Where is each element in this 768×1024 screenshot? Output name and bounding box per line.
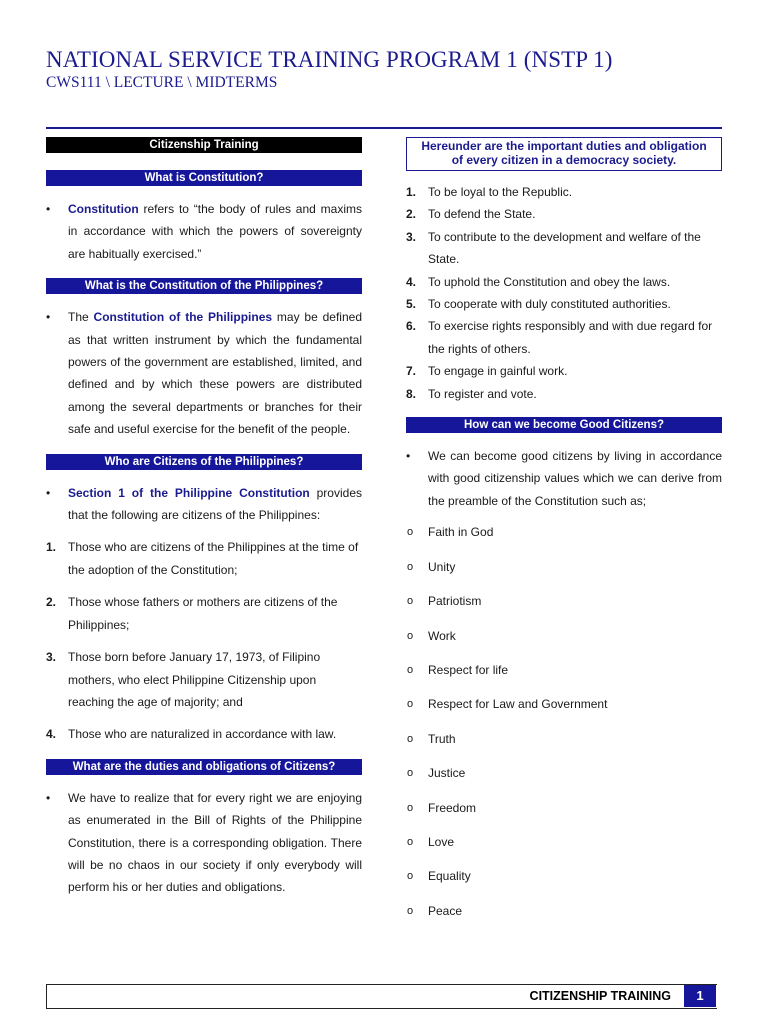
section-bar-good-citizens: How can we become Good Citizens? bbox=[406, 417, 722, 433]
list-item-text: Patriotism bbox=[428, 594, 482, 609]
circle-bullet-icon: o bbox=[407, 835, 414, 848]
section-bar-duties-obligations: What are the duties and obligations of Citizens? bbox=[46, 759, 362, 775]
list-item-number: 2. bbox=[46, 595, 57, 610]
list-item-text: To cooperate with duly constituted authorities. bbox=[428, 297, 671, 312]
list-item bbox=[406, 521, 722, 543]
list-item bbox=[406, 590, 722, 612]
list-item-text: To uphold the Constitution and obey the laws. bbox=[428, 274, 671, 289]
circle-bullet-icon: o bbox=[407, 663, 414, 676]
list-item-text: Justice bbox=[428, 766, 466, 781]
list-item-text: Faith in God bbox=[428, 525, 494, 540]
list-item bbox=[406, 900, 722, 922]
list-item-text: Equality bbox=[428, 869, 471, 884]
good-citizens-paragraph: • We can become good citizens by living in accordance with good citizenship values which we can derive from the preamble of the Constitution such as; bbox=[406, 445, 722, 512]
list-item-text: To engage in gainful work. bbox=[428, 364, 568, 379]
left-column bbox=[46, 137, 362, 899]
list-item bbox=[406, 625, 722, 647]
duties-heading-box bbox=[406, 137, 722, 171]
list-item-text: Work bbox=[428, 628, 456, 643]
circle-bullet-icon: o bbox=[407, 870, 414, 883]
circle-bullet-icon: o bbox=[407, 801, 414, 814]
list-item bbox=[406, 556, 722, 578]
list-item-text: Love bbox=[428, 834, 455, 849]
list-item bbox=[406, 797, 722, 819]
circle-bullet-icon: o bbox=[407, 732, 414, 745]
section-bar-constitution-of-philippines: What is the Constitution of the Philippines? bbox=[46, 278, 362, 294]
section-1-text: provides that the following are citizens of the Philippines: bbox=[68, 485, 362, 523]
list-item bbox=[46, 723, 362, 745]
duties-heading-line-1: Hereunder are the important duties and obligation bbox=[421, 139, 707, 153]
circle-bullet-icon: o bbox=[407, 904, 414, 917]
section-bar-what-is-constitution: What is Constitution? bbox=[46, 170, 362, 186]
list-item bbox=[406, 203, 722, 225]
document-title: NATIONAL SERVICE TRAINING PROGRAM 1 (NSTP 1) bbox=[46, 47, 613, 72]
list-item-number: 1. bbox=[46, 540, 57, 555]
list-item bbox=[406, 693, 722, 715]
list-item-text: To be loyal to the Republic. bbox=[428, 185, 573, 199]
circle-bullet-icon: o bbox=[407, 698, 414, 711]
constitution-definition bbox=[46, 198, 362, 265]
list-item-text: Those who are citizens of the Philippines at the time of the adoption of the Constitution; bbox=[68, 540, 359, 577]
page-number: 1 bbox=[684, 985, 716, 1007]
list-item-number: 1. bbox=[406, 185, 417, 199]
list-item bbox=[406, 360, 722, 382]
list-item-text: Those born before January 17, 1973, of Filipino mothers, who elect Philippine Citizenship upon reaching the age of majority; and bbox=[68, 650, 321, 709]
constitution-term: Constitution bbox=[68, 202, 139, 216]
section-1-intro bbox=[46, 482, 362, 527]
list-item bbox=[406, 181, 722, 203]
list-item-text: Unity bbox=[428, 559, 456, 574]
list-item-text: To defend the State. bbox=[428, 207, 536, 222]
list-item-text: To exercise rights responsibly and with due regard for the rights of others. bbox=[428, 319, 713, 356]
circle-bullet-icon: o bbox=[407, 629, 414, 642]
list-item bbox=[406, 865, 722, 887]
list-item-text: Freedom bbox=[428, 800, 477, 815]
list-item-number: 7. bbox=[406, 364, 417, 379]
list-item bbox=[406, 293, 722, 315]
list-item bbox=[406, 728, 722, 750]
list-item bbox=[406, 762, 722, 784]
duties-heading-line-2: of every citizen in a democracy society. bbox=[451, 153, 677, 167]
header-divider bbox=[46, 127, 722, 129]
list-item-text: Those whose fathers or mothers are citizens of the Philippines; bbox=[68, 595, 338, 632]
list-item-text: Respect for Law and Government bbox=[428, 697, 608, 712]
duties-list bbox=[406, 181, 722, 405]
list-item-number: 4. bbox=[46, 727, 57, 742]
list-item bbox=[406, 226, 722, 271]
values-list bbox=[406, 521, 722, 922]
document-subtitle: CWS111 \ LECTURE \ MIDTERMS bbox=[46, 74, 278, 91]
circle-bullet-icon: o bbox=[407, 767, 414, 780]
list-item bbox=[46, 646, 362, 713]
list-item-number: 2. bbox=[406, 207, 417, 222]
circle-bullet-icon: o bbox=[407, 526, 414, 539]
list-item-text: Respect for life bbox=[428, 662, 509, 677]
constitution-text: refers to “the body of rules and maxims in accordance with which the powers of sovereignty are habitually exercised.” bbox=[68, 202, 362, 261]
phil-constitution-term: Constitution of the Philippines bbox=[93, 310, 273, 325]
section-1-term: Section 1 of the Philippine Constitution bbox=[68, 485, 310, 500]
list-item-text: Peace bbox=[428, 903, 463, 918]
list-item bbox=[406, 831, 722, 853]
list-item bbox=[46, 591, 362, 636]
phil-constitution-definition bbox=[46, 306, 362, 440]
list-item-number: 3. bbox=[406, 229, 417, 244]
duties-paragraph: • We have to realize that for every right we are enjoying as enumerated in the Bill of Rights of the Philippine Constitution, there is a corresponding obligation. There will be no chaos in our society if only everybody will perform his or her duties and obligations. bbox=[46, 787, 362, 899]
phil-constitution-pre: The bbox=[68, 310, 94, 325]
circle-bullet-icon: o bbox=[407, 560, 414, 573]
phil-constitution-text: may be defined as that written instrument by which the fundamental powers of the government are established, limited, and defined and by which these powers are distributed among the several departments or branches for their safe and useful exercise for the benefit of the people. bbox=[68, 310, 362, 437]
list-item-number: 4. bbox=[406, 274, 417, 289]
footer-label: CITIZENSHIP TRAINING bbox=[529, 989, 671, 1003]
list-item-number: 3. bbox=[46, 650, 57, 665]
circle-bullet-icon: o bbox=[407, 595, 414, 608]
section-bar-citizenship-training: Citizenship Training bbox=[46, 137, 362, 153]
list-item-text: Those who are naturalized in accordance with law. bbox=[68, 727, 337, 742]
list-item bbox=[406, 271, 722, 293]
list-item-number: 8. bbox=[406, 386, 417, 401]
list-item bbox=[406, 659, 722, 681]
list-item-text: To register and vote. bbox=[428, 386, 537, 401]
list-item-number: 5. bbox=[406, 297, 417, 312]
list-item bbox=[406, 383, 722, 405]
list-item-number: 6. bbox=[406, 319, 417, 334]
list-item-text: To contribute to the development and welfare of the State. bbox=[428, 229, 701, 267]
list-item bbox=[406, 315, 722, 360]
section-bar-who-are-citizens: Who are Citizens of the Philippines? bbox=[46, 454, 362, 470]
right-column bbox=[406, 137, 722, 922]
list-item bbox=[46, 536, 362, 581]
list-item-text: Truth bbox=[428, 731, 456, 746]
